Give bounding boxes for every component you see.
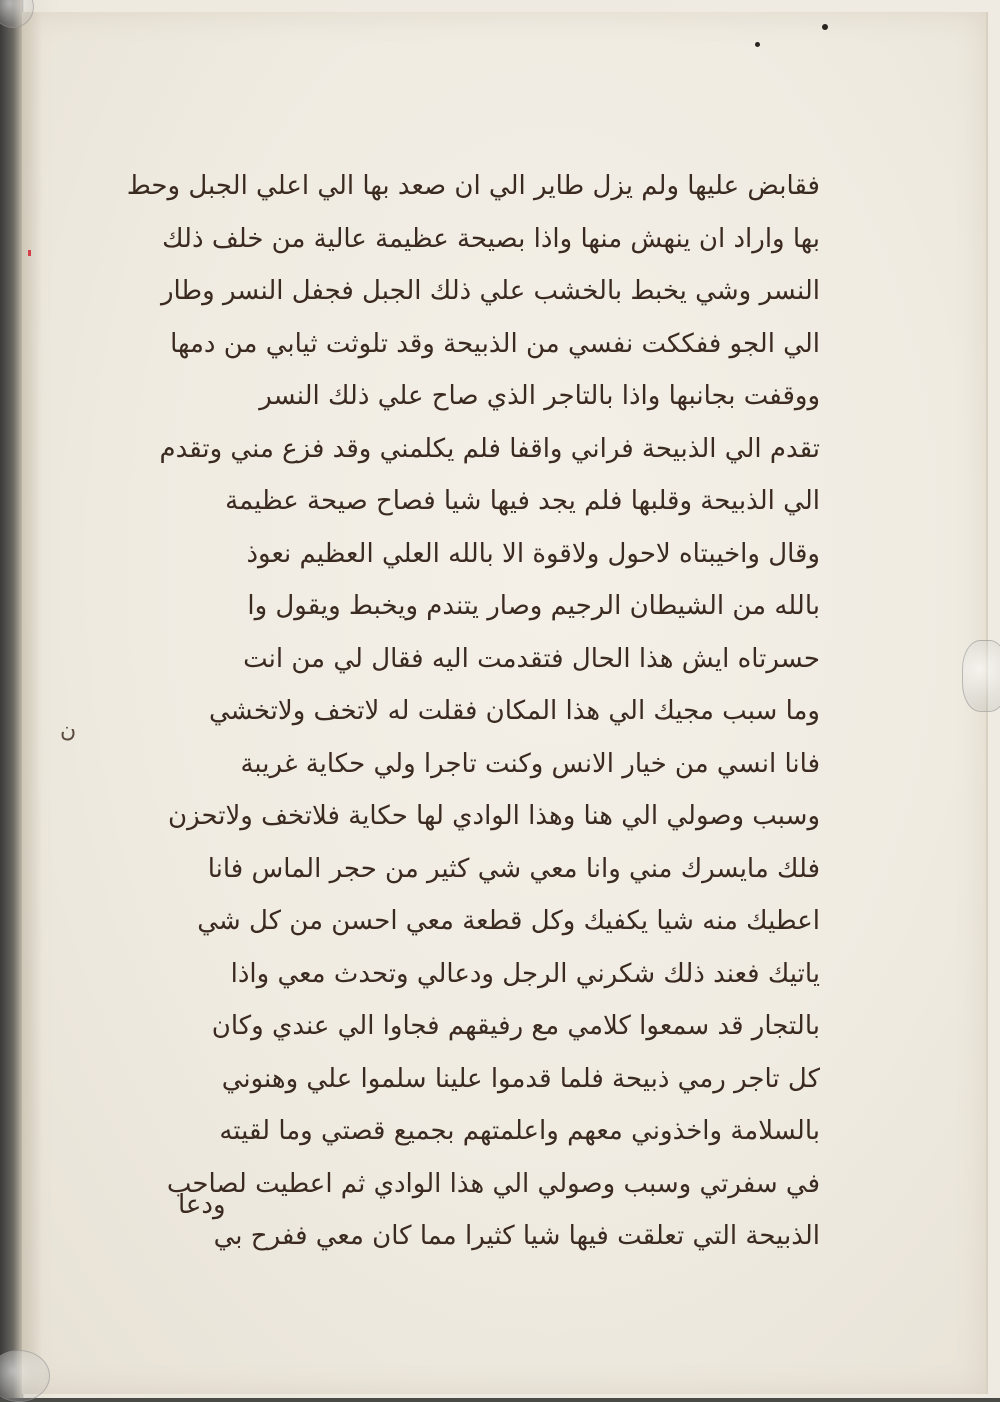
text-line: فانا انسي من خيار الانس وكنت تاجرا ولي حكاية غريبة (240, 748, 820, 779)
page-gutter-shadow (22, 12, 42, 1394)
clip-right-edge (962, 640, 1000, 712)
text-line: النسر وشي يخبط بالخشب علي ذلك الجبل فجفل النسر وطار (160, 276, 820, 306)
manuscript-text-block (100, 160, 820, 1263)
text-line: ووقفت بجانبها واذا بالتاجر الذي صاح علي ذلك النسر (259, 381, 820, 411)
text-line: اعطيك منه شيا يكفيك وكل قطعة معي احسن من كل شي (197, 906, 820, 936)
margin-note: ن (60, 718, 77, 743)
text-line: في سفرتي وسبب وصولي الي هذا الوادي ثم اعطيت لصاحب (166, 1168, 820, 1199)
ink-dot (755, 42, 760, 47)
text-line: فقابض عليها ولم يزل طاير الي ان صعد بها الي اعلي الجبل وحط (126, 171, 820, 201)
text-line: الذبيحة التي تعلقت فيها شيا كثيرا مما كان معي ففرح بي (213, 1221, 820, 1251)
facing-page-edge (0, 0, 22, 1398)
text-line: كل تاجر رمي ذبيحة فلما قدموا علينا سلموا علي وهنوني (221, 1063, 820, 1094)
ink-dot (822, 24, 828, 30)
text-line: الي الجو ففككت نفسي من الذبيحة وقد تلوثت ثيابي من دمها (170, 328, 820, 359)
text-line: حسرتاه ايش هذا الحال فتقدمت اليه فقال لي من انت (243, 643, 820, 674)
text-line: بالله من الشيطان الرجيم وصار يتندم ويخبط ويقول وا (247, 591, 820, 621)
text-line: وما سبب مجيك الي هذا المكان فقلت له لاتخف ولاتخشي (209, 696, 820, 726)
text-line: فلك مايسرك مني وانا معي شي كثير من حجر الماس فانا (207, 853, 820, 884)
text-line: الي الذبيحة وقلبها فلم يجد فيها شيا فصاح صيحة عظيمة (225, 486, 820, 516)
text-line: بها واراد ان ينهش منها واذا بصيحة عظيمة عالية من خلف ذلك (162, 223, 820, 254)
red-edge-mark (28, 250, 31, 256)
text-line: وقال واخيبتاه لاحول ولاقوة الا بالله العلي العظيم نعوذ (246, 538, 820, 569)
text-line: بالسلامة واخذوني معهم واعلمتهم بجميع قصتي وما لقيته (219, 1116, 820, 1146)
text-line: بالتجار قد سمعوا كلامي مع رفيقهم فجاوا الي عندي وكان (211, 1011, 820, 1041)
text-line: ياتيك فعند ذلك شكرني الرجل ودعالي وتحدث معي واذا (230, 958, 820, 989)
catchword: ودعا (178, 1190, 226, 1220)
text-line: وسبب وصولي الي هنا وهذا الوادي لها حكاية فلاتخف ولاتحزن (168, 801, 820, 831)
text-line: تقدم الي الذبيحة فراني واقفا فلم يكلمني وقد فزع مني وتقدم (159, 433, 820, 464)
